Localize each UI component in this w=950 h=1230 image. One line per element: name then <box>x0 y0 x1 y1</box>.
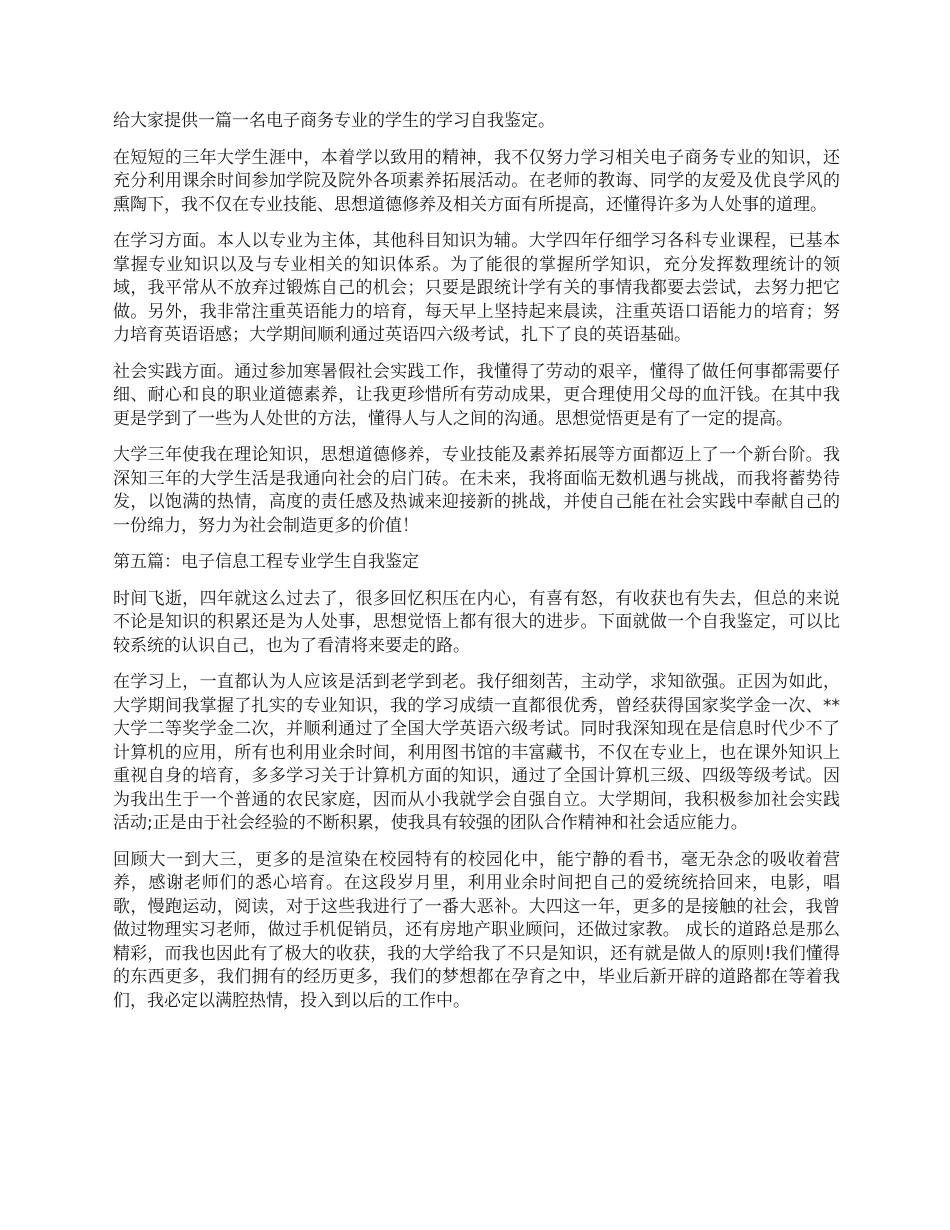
section-review-paragraph: 回顾大一到大三，更多的是渲染在校园特有的校园化中，能宁静的看书，毫无杂念的吸收着营养，感谢老师们的悉心培育。在这段岁月里，利用业余时间把自己的爱统统拾回来，电影，唱歌，慢跑运动，阅读，对于这些我进行了一番大恶补。大四这一年，更多的是接触的社会，我曾做过物理实习老师，做过手机促销员，还有房地产职业顾问，还做过家教。 成长的道路总是那么精彩，而我也因此有了极大的收获，我的大学给我了不只是知识，还有就是做人的原则!我们懂得的东西更多，我们拥有的经历更多，我们的梦想都在孕育之中，毕业后新开辟的道路都在等着我们，我必定以满腔热情，投入到以后的工作中。 <box>113 849 840 1011</box>
social-practice-paragraph: 社会实践方面。通过参加寒暑假社会实践工作，我懂得了劳动的艰辛，懂得了做任何事都需要仔细、耐心和良的职业道德素养，让我更珍惜所有劳动成果，更合理使用父母的血汗钱。在其中我更是学到了一些为人处世的方法，懂得人与人之间的沟通。思想觉悟更是有了一定的提高。 <box>113 361 840 429</box>
section-study-paragraph: 在学习上，一直都认为人应该是活到老学到老。我仔细刻苦，主动学，求知欲强。正因为如此，大学期间我掌握了扎实的专业知识，我的学习成绩一直都很优秀，曾经获得国家奖学金一次、**大学二等奖学金二次，并顺利通过了全国大学英语六级考试。同时我深知现在是信息时代少不了计算机的应用，所有也利用业余时间，利用图书馆的丰富藏书，不仅在专业上，也在课外知识上重视自身的培育，多多学习关于计算机方面的知识，通过了全国计算机三级、四级等级考试。因为我出生于一个普通的农民家庭，因而从小我就学会自强自立。大学期间，我积极参加社会实践活动;正是由于社会经验的不断积累，使我具有较强的团队合作精神和社会适应能力。 <box>113 672 840 833</box>
study-paragraph: 在学习方面。本人以专业为主体，其他科目知识为辅。大学四年仔细学习各科专业课程，已基本掌握专业知识以及与专业相关的知识体系。为了能很的掌握所学知识，充分发挥数理统计的领域，我平常从不放弃过锻炼自己的机会；只要是跟统计学有关的事情我都要去尝试，去努力把它做。另外，我非常注重英语能力的培育，每天早上坚持起来晨读，注重英语口语能力的培育；努力培育英语语感；大学期间顺利通过英语四六级考试，扎下了良的英语基础。 <box>113 231 840 345</box>
summary-paragraph: 大学三年使我在理论知识，思想道德修养，专业技能及素养拓展等方面都迈上了一个新台阶。我深知三年的大学生活是我通向社会的启门砖。在未来，我将面临无数机遇与挑战，而我将蓄势待发，以饱满的热情，高度的责任感及热诚来迎接新的挑战，并使自己能在社会实践中奉献自己的一份绵力，努力为社会制造更多的价值！ <box>113 445 840 536</box>
intro-paragraph: 给大家提供一篇一名电子商务专业的学生的学习自我鉴定。 <box>113 111 555 131</box>
section-intro-paragraph: 时间飞逝，四年就这么过去了，很多回忆积压在内心，有喜有怒，有收获也有失去，但总的来说不论是知识的积累还是为人处事，思想觉悟上都有很大的进步。下面就做一个自我鉴定，可以比较系统的认识自己，也为了看清将来要走的路。 <box>113 588 840 656</box>
overview-paragraph: 在短短的三年大学生涯中，本着学以致用的精神，我不仅努力学习相关电子商务专业的知识，还充分利用课余时间参加学院及院外各项素养拓展活动。在老师的教诲、同学的友爱及优良学风的熏陶下，我不仅在专业技能、思想道德修养及相关方面有所提高，还懂得许多为人处事的道理。 <box>113 147 840 215</box>
section-heading: 第五篇：电子信息工程专业学生自我鉴定 <box>113 552 419 572</box>
